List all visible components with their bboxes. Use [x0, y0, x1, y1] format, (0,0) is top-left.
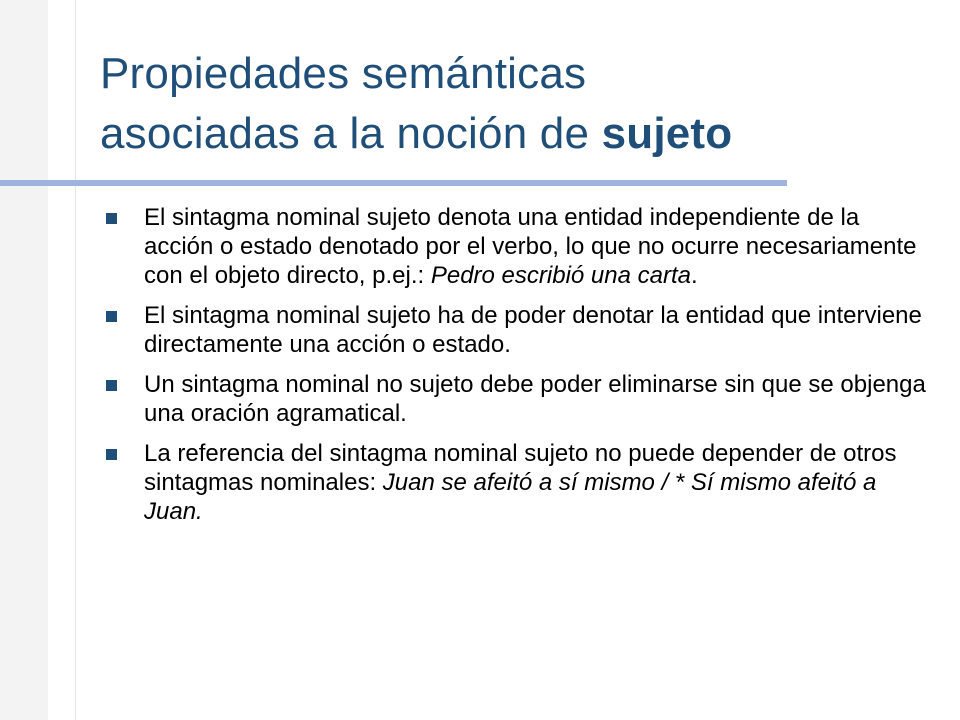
slide-title	[100, 44, 920, 164]
bullet-item-1	[104, 203, 934, 290]
bullet-text: El sintagma nominal sujeto ha de poder denotar la entidad que interviene directamente una acción o estado.	[144, 302, 922, 358]
title-underline-rule	[0, 180, 787, 186]
title-line-1: Propiedades semánticas	[100, 49, 587, 98]
square-bullet-icon	[106, 380, 117, 391]
bullet-tail: .	[691, 262, 698, 289]
bullet-text: El sintagma nominal sujeto denota una entidad independiente de la acción o estado denotado por el verbo, lo que no ocurre necesariamente con el objeto directo, p.ej.:	[144, 204, 917, 289]
bullet-list	[104, 203, 934, 537]
bullet-text: Un sintagma nominal no sujeto debe poder eliminarse sin que se objenga una oración agramatical.	[144, 371, 926, 427]
square-bullet-icon	[106, 311, 117, 322]
left-decor-line	[0, 0, 80, 720]
square-bullet-icon	[106, 213, 117, 224]
bullet-item-4	[104, 439, 934, 526]
bullet-example: Pedro escribió una carta	[430, 262, 691, 289]
title-line-2: asociadas a la noción de	[100, 109, 602, 158]
bullet-text: La referencia del sintagma nominal sujeto no puede depender de otros sintagmas nominales:	[144, 440, 897, 496]
title-bold-word: sujeto	[601, 109, 733, 158]
bullet-item-2	[104, 301, 934, 359]
square-bullet-icon	[106, 449, 117, 460]
bullet-item-3	[104, 370, 934, 428]
bullet-example: Juan se afeitó a sí mismo / * Sí mismo afeitó a Juan.	[144, 469, 877, 525]
